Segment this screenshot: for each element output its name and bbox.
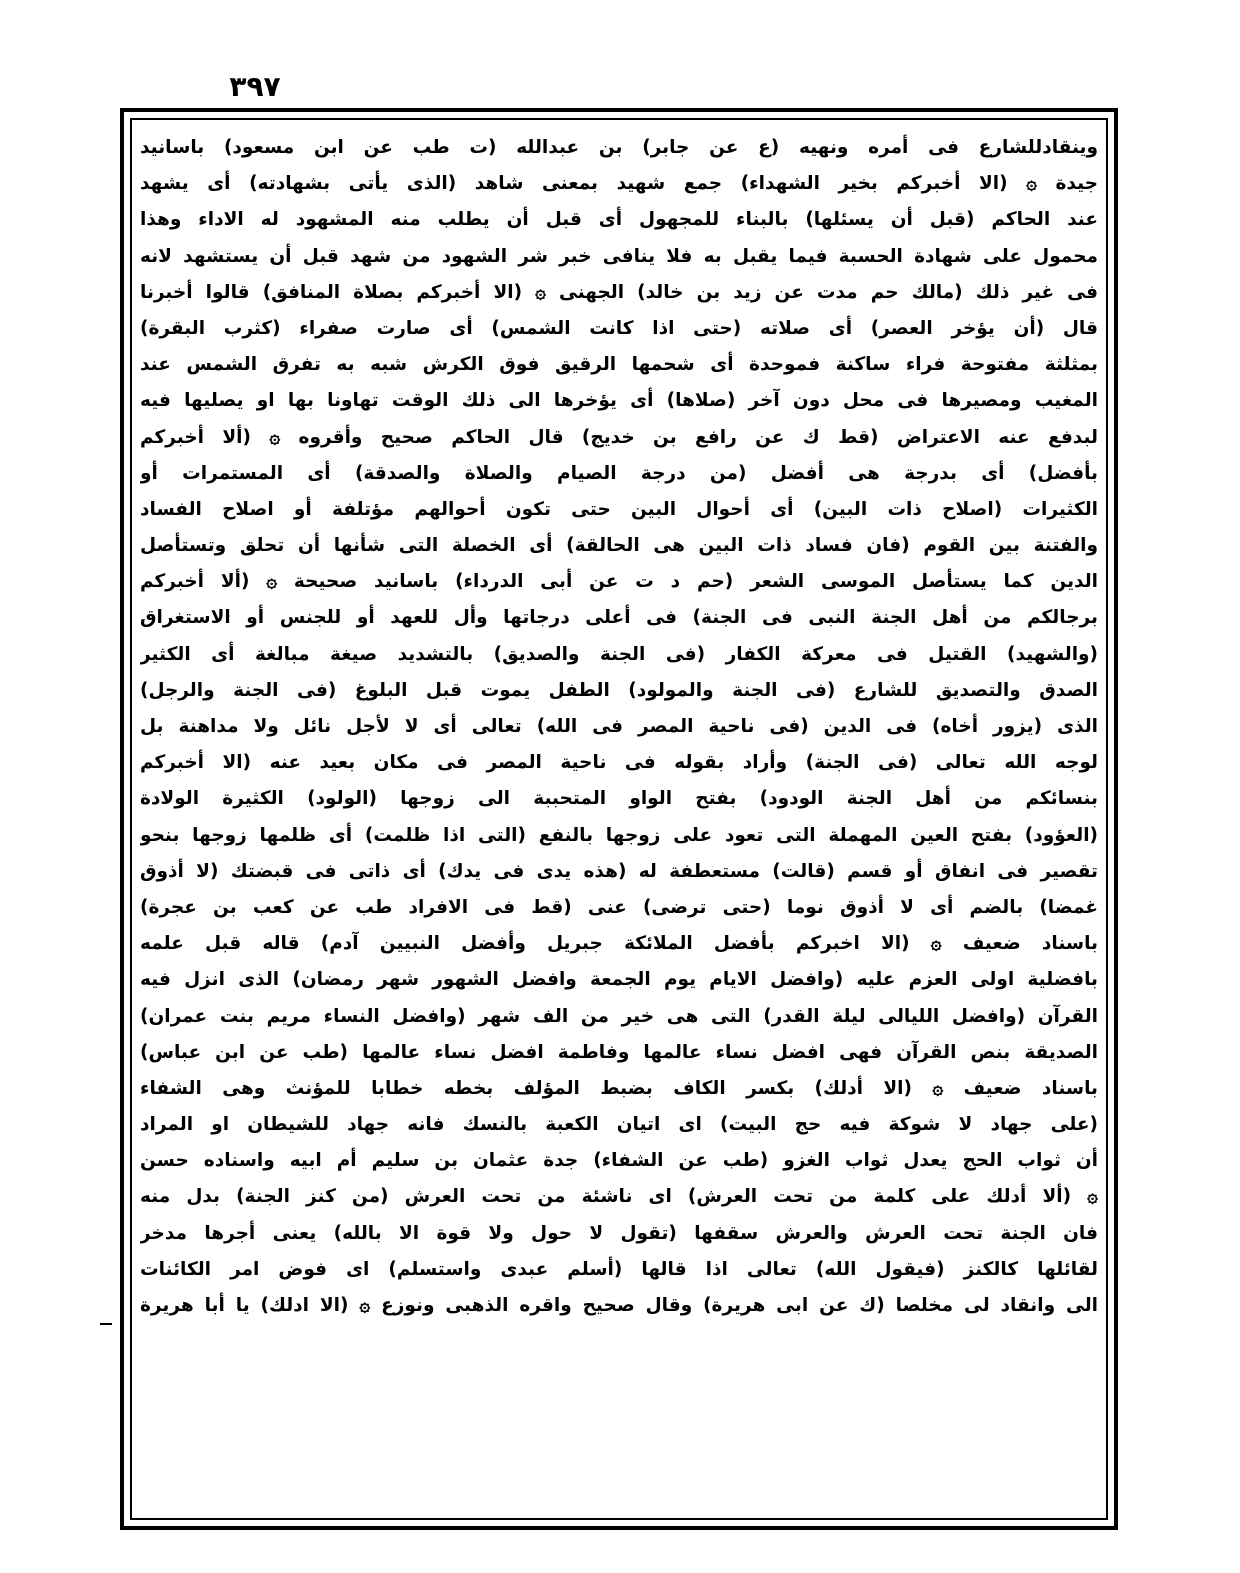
text-line: بنسائكم من أهل الجنة الودود) بفتح الواو المتحببة الى زوجها (الولود) الكثيرة الولادة	[140, 788, 1098, 810]
page-number: ٣٩٧	[229, 70, 281, 103]
text-line: الصديقة بنص القرآن فهى افضل نساء عالمها وفاطمة افضل نساء عالمها (طب عن ابن عباس)	[140, 1041, 1098, 1063]
text-line	[140, 1324, 1098, 1360]
margin-mark	[100, 1323, 112, 1325]
text-line: (والشهيد) القتيل فى معركة الكفار (فى الجنة والصديق) بالتشديد صيغة مبالغة أى الكثير	[140, 643, 1098, 665]
text-line: (العؤود) بفتح العين المهملة التى تعود على زوجها بالنفع (التى اذا ظلمت) أى ظلمها زوجها بنحو	[140, 824, 1098, 846]
text-line: أن ثواب الحج يعدل ثواب الغزو (طب عن الشفاء) جدة عثمان بن سليم أم ابيه واسناده حسن	[140, 1150, 1098, 1172]
text-line: قال (أن يؤخر العصر) أى صلاته (حتى اذا كانت الشمس) أى صارت صفراء (كثرب البقرة)	[140, 317, 1098, 339]
text-line	[140, 1360, 1098, 1396]
text-line: جيدة ۞ (الا أخبركم بخير الشهداء) جمع شهيد بمعنى شاهد (الذى يأتى بشهادته) أى يشهد	[140, 173, 1098, 195]
text-line: باسناد ضعيف ۞ (الا أدلك) بكسر الكاف بضبط المؤلف بخطه خطابا للمؤنث وهى الشفاء	[140, 1077, 1098, 1099]
text-line: فان الجنة تحت العرش والعرش سقفها (تقول لا حول ولا قوة الا بالله) يعنى أجرها مدخر	[140, 1222, 1098, 1244]
text-line: لبدفع عنه الاعتراض (قط ك عن رافع بن خديج) قال الحاكم صحيح وأقروه ۞ (ألا أخبركم	[140, 426, 1098, 448]
text-line: الدين كما يستأصل الموسى الشعر (حم د ت عن أبى الدرداء) باسانيد صحيحة ۞ (ألا أخبركم	[140, 571, 1098, 593]
body-text	[140, 130, 1098, 1510]
text-line	[140, 1433, 1098, 1469]
text-line: غمضا) بالضم أى لا أذوق نوما (حتى ترضى) عنى (قط فى الافراد طب عن كعب بن عجرة)	[140, 896, 1098, 918]
text-line: برجالكم من أهل الجنة النبى فى الجنة) فى أعلى درجاتها وأل للعهد أو للجنس أو الاستغراق	[140, 607, 1098, 629]
text-line: تقصير فى انفاق أو قسم (قالت) مستعطفة له (هذه يدى فى يدك) أى ذاتى فى قبضتك (لا أذوق	[140, 860, 1098, 882]
text-line: الكثيرات (اصلاح ذات البين) أى أحوال البين حتى تكون أحوالهم مؤتلفة أو اصلاح الفساد	[140, 498, 1098, 520]
text-line: القرآن (وافضل الليالى ليلة القدر) التى هى خير من الف شهر (وافضل النساء مريم بنت عمران)	[140, 1005, 1098, 1027]
text-line: بمثلثة مفتوحة فراء ساكنة فموحدة أى شحمها الرقيق فوق الكرش شبه به تفرق الشمس عند	[140, 354, 1098, 376]
text-line: ۞ (ألا أدلك على كلمة من تحت العرش) اى ناشئة من تحت العرش (من كنز الجنة) بدل منه	[140, 1186, 1098, 1208]
text-line: والفتنة بين القوم (فان فساد ذات البين هى الحالقة) أى الخصلة التى شأنها أن تحلق وتستأصل	[140, 535, 1098, 557]
text-line	[140, 1397, 1098, 1433]
text-line: عند الحاكم (قبل أن يسئلها) بالبناء للمجهول أى قبل أن يطلب منه المشهود له الاداء وهذا	[140, 209, 1098, 231]
text-line: باسناد ضعيف ۞ (الا اخبركم بأفضل الملائكة جبريل وأفضل النبيين آدم) قاله قبل علمه	[140, 933, 1098, 955]
text-line: الى وانقاد لى مخلصا (ك عن ابى هريرة) وقال صحيح واقره الذهبى ونوزع ۞ (الا ادلك) يا أبا هريرة	[140, 1295, 1098, 1316]
text-line: (على جهاد لا شوكة فيه حج البيت) اى اتيان الكعبة بالنسك فانه جهاد للشيطان او المراد	[140, 1114, 1098, 1136]
text-line: لقائلها كالكنز (فيقول الله) تعالى اذا قالها (أسلم عبدى واستسلم) اى فوض امر الكائنات	[140, 1258, 1098, 1280]
text-line: وينقادللشارع فى أمره ونهيه (ع عن جابر) بن عبدالله (ت طب عن ابن مسعود) باسانيد	[140, 137, 1098, 158]
text-line: الذى (يزور أخاه) فى الدين (فى ناحية المصر فى الله) تعالى أى لا لأجل نائل ولا مداهنة بل	[140, 716, 1098, 737]
text-line: فى غير ذلك (مالك حم مدت عن زيد بن خالد) الجهنى ۞ (الا أخبركم بصلاة المنافق) قالوا أخبرنا	[140, 281, 1098, 303]
text-line: لوجه الله تعالى (فى الجنة) وأراد بقوله فى ناحية المصر فى مكان بعيد عنه (الا أخبركم	[140, 752, 1098, 774]
text-line: بافضلية اولى العزم عليه (وافضل الايام يوم الجمعة وافضل الشهور شهر رمضان) الذى انزل فيه	[140, 969, 1098, 991]
text-line: الصدق والتصديق للشارع (فى الجنة والمولود) الطفل يموت قبل البلوغ (فى الجنة والرجل)	[140, 679, 1098, 701]
text-line: بأفضل) أى بدرجة هى أفضل (من درجة الصيام والصلاة والصدقة) أى المستمرات أو	[140, 462, 1098, 484]
text-line: محمول على شهادة الحسبة فيما يقبل به فلا ينافى خبر شر الشهود من شهد قبل أن يستشهد لانه	[140, 245, 1098, 267]
text-line: المغيب ومصيرها فى محل دون آخر (صلاها) أى يؤخرها الى ذلك الوقت تهاونا بها او يصليها فيه	[140, 390, 1098, 412]
